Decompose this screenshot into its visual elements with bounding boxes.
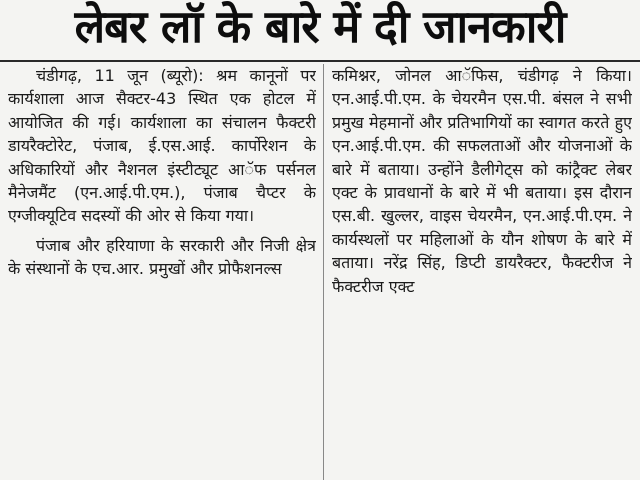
article-column-left (8, 64, 316, 480)
column-divider (323, 64, 324, 480)
article-paragraph-2: पंजाब और हरियाणा के सरकारी और निजी क्षेत्र के संस्थानों के एच.आर. प्रमुखों और प्रोफैशनल्स (8, 235, 316, 279)
article-paragraph-1: चंडीगढ़, 11 जून (ब्यूरो): श्रम कानूनों पर कार्यशाला आज सैक्टर-43 स्थित एक होटल में आयोजित की गई। कार्यशाला का संचालन फैक्टरी डायरैक्टोरेट, पंजाब, ई.एस.आई. कार्पोरेशन के अधिकारियों और नैशनल इंस्टीट्यूट आॅफ पर्सनल मैनेजमैंट (एन.आई.पी.एम.), पंजाब चैप्टर के एग्जीक्यूटिव सदस्यों की ओर से किया गया। (8, 66, 316, 226)
article-column-right (332, 64, 632, 480)
article-paragraph-continued: कमिश्नर, जोनल आॅफिस, चंडीगढ़ ने किया। एन.आई.पी.एम. के चेयरमैन एस.पी. बंसल ने सभी प्रमुख मेहमानों और प्रतिभागियों का स्वागत करते हुए एन.आई.पी.एम. की सफलताओं और योजनाओं के बारे में बताया। उन्होंने डैलीगेट्स को कांट्रैक्ट लेबर एक्ट के प्रावधानों के बारे में भी बताया। इस दौरान एस.बी. खुल्लर, वाइस चेयरमैन, एन.आई.पी.एम. ने कार्यस्थलों पर महिलाओं के यौन शोषण के बारे में बताया। नरेंद्र सिंह, डिप्टी डायरैक्टर, फैक्टरीज ने फैक्टरीज एक्ट (332, 66, 632, 296)
headline: लेबर लॉ के बारे में दी जानकारी (74, 0, 566, 53)
headline-rule (0, 60, 640, 62)
